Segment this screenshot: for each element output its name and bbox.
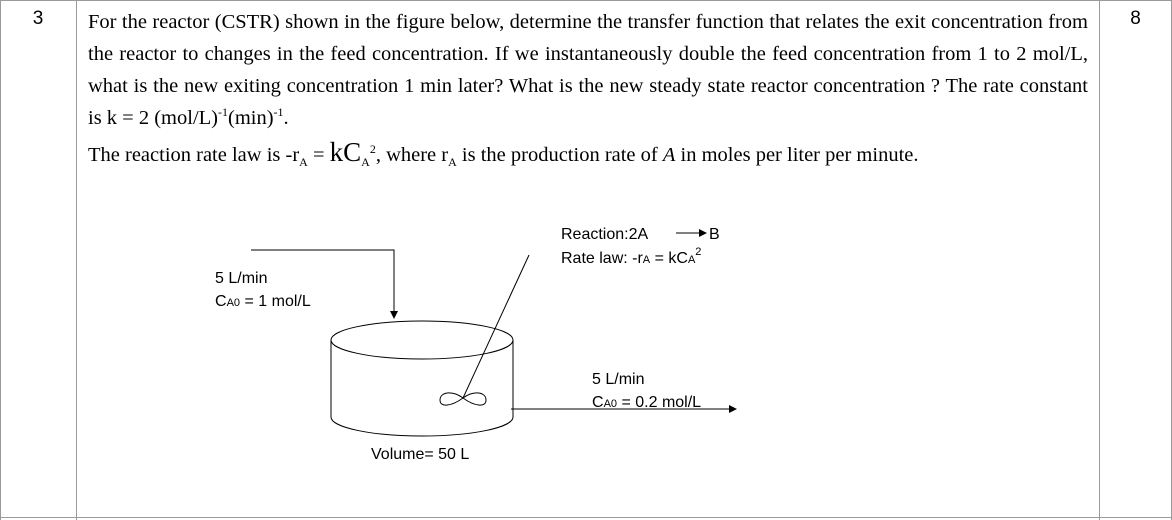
- subscript: A0: [603, 398, 618, 410]
- diagram-rate-law: [561, 246, 701, 267]
- stirrer-shaft: [463, 255, 529, 398]
- question-marks: 8: [1130, 8, 1141, 29]
- rate-law-text: is the production rate of: [456, 144, 663, 166]
- subscript: A0: [226, 297, 241, 309]
- reaction-product: B: [709, 226, 720, 243]
- rate-law-label: Rate law: -r: [561, 250, 643, 267]
- feed-flow-label: 5 L/min: [215, 270, 268, 287]
- subscript: A: [299, 155, 308, 170]
- exponent: 2: [369, 142, 376, 157]
- rate-law-text: , where r: [375, 144, 449, 166]
- exponent: -1: [218, 105, 228, 120]
- conc-symbol: C: [592, 394, 604, 411]
- reactor-top: [331, 321, 513, 359]
- exit-concentration-label: [592, 394, 701, 411]
- conc-value: = 0.2 mol/L: [617, 394, 702, 411]
- rate-law-expression: = kC: [650, 250, 688, 267]
- subscript: A: [642, 254, 651, 266]
- conc-value: = 1 mol/L: [240, 293, 311, 310]
- impeller-icon: [440, 393, 486, 405]
- subscript: A: [361, 155, 370, 170]
- question-number: 3: [32, 8, 44, 29]
- feed-concentration-label: [215, 293, 311, 310]
- unit-min: (min): [228, 107, 274, 129]
- reactor-body: [331, 340, 513, 436]
- rate-law-text: in moles per liter per minute.: [675, 144, 919, 166]
- exponent: 2: [695, 246, 702, 258]
- subscript: A: [448, 155, 457, 170]
- exit-flow-label: 5 L/min: [592, 371, 645, 388]
- period: .: [283, 107, 289, 129]
- equals: =: [307, 144, 330, 166]
- species-a: A: [662, 144, 676, 166]
- reaction-label: Reaction:2A: [561, 226, 649, 243]
- conc-symbol: C: [215, 293, 227, 310]
- subscript: A: [687, 254, 696, 266]
- rate-expression: kC: [329, 137, 362, 167]
- rate-law-prefix: The reaction rate law is -r: [88, 144, 300, 166]
- question-body: For the reactor (CSTR) shown in the figure below, determine the transfer function that relates the exit concentration from the reactor to changes in the feed concentration. If we instantaneously double the feed concentration from 1 to 2 mol/L, what is the new exiting concentration 1 min later? What is the new steady state reactor concentration ? The rate constant is k = 2 (mol/L): [88, 11, 1088, 129]
- volume-label: Volume= 50 L: [371, 446, 470, 463]
- exponent: -1: [273, 105, 284, 120]
